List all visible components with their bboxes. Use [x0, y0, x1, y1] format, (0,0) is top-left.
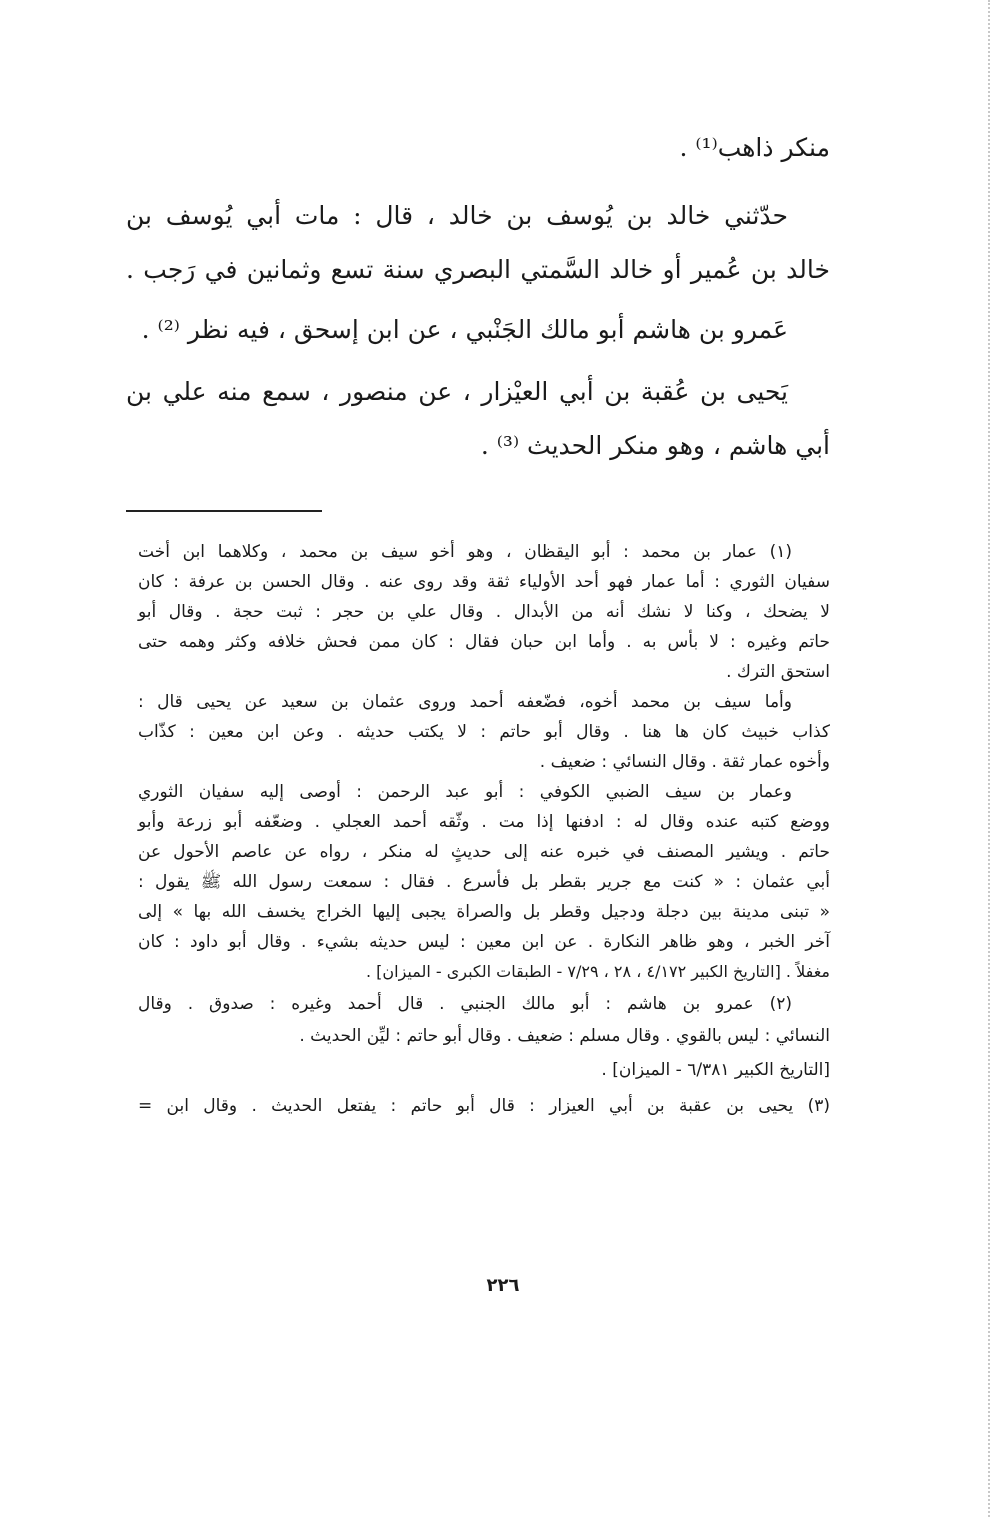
footnote-line-1: (١) عمار بن محمد : أبو اليقظان ، وهو أخو سيف بن محمد ، وكلاهما ابن أخت: [138, 542, 792, 562]
footnote-line-2: سفيان الثوري : أما عمار فهو أحد الأولياء ثقة وقد روى عنه . وقال الحسن بن عرفة : كان: [138, 572, 830, 592]
footnote-line-7: كذاب خبيث كان ها هنا . وقال أبو حاتم : لا يكتب حديثه . وعن ابن معين : كذّاب: [138, 722, 830, 742]
footnote-line-8: وأخوه عمار ثقة . وقال النسائي : ضعيف .: [539, 752, 830, 772]
footnote-line-5: استحق الترك .: [726, 662, 830, 682]
footnote-line-18: [التاريخ الكبير ٦/٣٨١ - الميزان] .: [601, 1060, 830, 1080]
footnote-line-16: (٢) عمرو بن هاشم : أبو مالك الجنبي . قال أحمد وغيره : صدوق . وقال: [138, 994, 792, 1014]
main-line-2: حدّثني خالد بن يُوسف بن خالد ، قال : مات أبي يُوسف بن: [126, 201, 788, 230]
footnote-line-17: النسائي : ليس بالقوي . وقال مسلم : ضعيف . وقال أبو حاتم : ليِّن الحديث .: [299, 1026, 830, 1046]
footnote-line-10: ووضع كتبه عنده وقال له : ادفنها إذا مت . وثّقه أحمد العجلي . وضعّفه أبو زرعة وأبو: [138, 812, 830, 832]
main-line-3: خالد بن عُمير أو خالد السَّمتي البصري سنة تسع وثمانين في رَجب .: [126, 255, 830, 284]
page-number: ٢٢٦: [486, 1275, 520, 1296]
footnote-line-6: وأما سيف بن محمد أخوه، فضّعفه أحمد وروى عثمان بن سعيد عن يحيى قال :: [138, 692, 792, 712]
footnote-line-9: وعمار بن سيف الضبي الكوفي : أبو عبد الرحمن : أوصى إليه سفيان الثوري: [138, 782, 792, 802]
footnote-line-3: لا يضحك ، وكنا لا نشك أنه من الأبدال . وقال علي بن حجر : ثبت حجة . وقال أبو: [138, 602, 830, 622]
footnote-separator: [126, 510, 322, 512]
footnote-line-14: آخر الخبر ، وهو ظاهر النكارة . عن ابن معين : ليس حديثه بشيء . وقال أبو داود : كان: [138, 932, 830, 952]
footnote-line-13: « تبنى مدينة بين دجلة ودجيل وقطر بل والصراة يجبى إليها الخراج يخسف الله بها » إلى: [138, 902, 830, 922]
footnote-line-11: حاتم . ويشير المصنف في خبره عنه إلى حديثٍ له منكر ، رواه عن عاصم الأحول عن: [138, 842, 830, 862]
main-line-6: أبي هاشم ، وهو منكر الحديث ⁽³⁾ .: [480, 431, 830, 460]
main-line-5: يَحيى بن عُقبة بن أبي العيْزار ، عن منصور ، سمع منه علي بن: [126, 377, 788, 406]
footnote-line-19: (٣) يحيى بن عقبة بن أبي العيزار : قال أبو حاتم : يفتعل الحديث . وقال ابن =: [138, 1096, 830, 1116]
footnote-line-4: حاتم وغيره : لا بأس به . وأما ابن حبان فقال : كان ممن فحش خلافه وكثر وهمه حتى: [138, 632, 830, 652]
main-line-1: منكر ذاهب⁽¹⁾ .: [679, 133, 830, 162]
main-line-4: عَمرو بن هاشم أبو مالك الجَنْبي ، عن ابن إسحق ، فيه نظر ⁽²⁾ .: [141, 315, 788, 344]
footnote-line-15: مغفلاً . [التاريخ الكبير ٤/١٧٢ ، ٢٨ ، ٧/٢٩ - الطبقات الكبرى - الميزان] .: [365, 962, 830, 981]
footnote-line-12: أبي عثمان : « كنت مع جرير بقطر بل فأسرع . فقال : سمعت رسول الله ﷺ يقول :: [138, 872, 830, 892]
